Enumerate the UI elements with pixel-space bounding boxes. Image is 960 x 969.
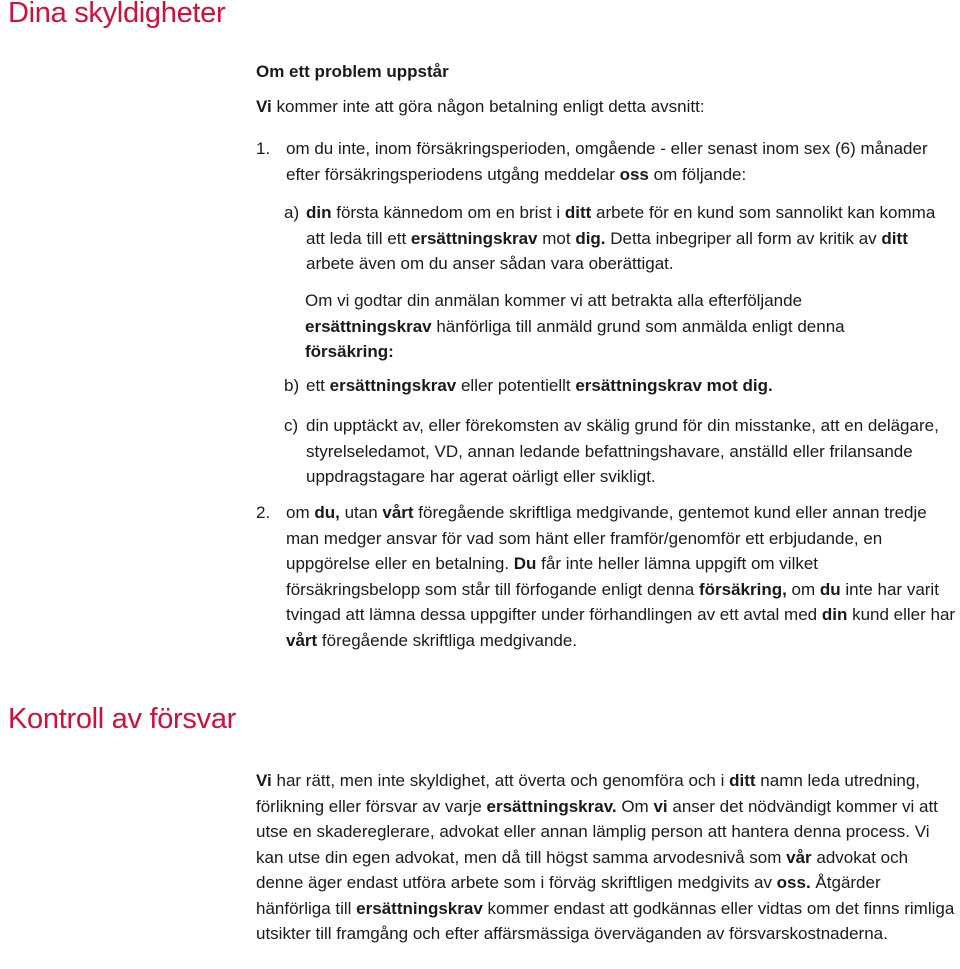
section-2-text: [256, 768, 960, 947]
bold-term: dig.: [575, 228, 606, 248]
text-run: Om vi godtar din anmälan kommer vi att betrakta alla efterföljande: [305, 291, 803, 310]
list-item-2-text: [286, 500, 956, 653]
section-2-body: [256, 768, 960, 947]
text-run: kommer inte att göra någon betalning enligt detta avsnitt:: [271, 96, 705, 116]
note-text: [305, 288, 910, 365]
sub-item-label: a): [284, 203, 300, 222]
text-run: kommer endast att godkännas eller vidtas om det finns rimliga utsikter till framgång och efter affärsmässiga överväganden av försvarskostnaderna.: [256, 898, 955, 943]
bold-term: försäkring,: [698, 579, 787, 599]
text-run: advokat och denne äger endast utföra arbete som i förväg skriftligen medgivits av: [256, 847, 909, 892]
bold-term: ditt: [729, 771, 756, 790]
list-item-2: [256, 500, 956, 653]
text-run: Om: [616, 796, 654, 816]
bold-term: ersättningskrav: [410, 228, 538, 248]
sub-item-label: b): [284, 376, 300, 395]
bold-term: försäkring:: [305, 342, 394, 361]
text-run: namn leda utredning, förlikning eller försvar av varje: [256, 771, 921, 816]
bold-term: ersättningskrav: [329, 376, 457, 395]
bold-term: oss.: [776, 873, 811, 892]
bold-term: vi: [653, 796, 668, 816]
bold-term: oss: [619, 164, 649, 184]
bold-term: vår: [786, 847, 812, 867]
text-run: arbete för en kund som sannolikt kan komma att leda till ett: [306, 203, 936, 248]
section-1-body: [256, 59, 946, 119]
subheading: Om ett problem uppstår: [256, 62, 449, 81]
section-heading-kontroll-av-forsvar: Kontroll av försvar: [8, 703, 236, 735]
bold-term: ersättningskrav: [356, 898, 483, 918]
bold-term: ersättningskrav.: [486, 796, 617, 816]
text-run: har rätt, men inte skyldighet, att överta och genomföra och i: [271, 771, 730, 790]
bold-term: du,: [314, 503, 340, 522]
bold-term: ersättningskrav mot dig.: [575, 376, 773, 395]
bold-term: du: [819, 579, 841, 599]
text-run: hänförliga till anmäld grund som anmälda enligt denna: [431, 316, 845, 336]
text-run: om: [786, 579, 820, 599]
sub-item-b: [284, 373, 954, 399]
section-heading-dina-skyldigheter: Dina skyldigheter: [8, 0, 226, 29]
text-run: om du inte, inom försäkringsperioden, omgående - eller senast inom sex (6) månader efter försäkringsperiodens utgång meddelar: [286, 139, 928, 184]
text-run: utan: [339, 503, 383, 522]
text-run: Detta inbegriper all form av kritik av: [605, 228, 882, 248]
text-run: eller potentiellt: [456, 376, 576, 395]
sub-item-a: [284, 200, 954, 277]
sub-item-b-text: [306, 373, 954, 399]
bold-term: ditt: [881, 228, 908, 248]
text-run: arbete även om du anser sådan vara oberättigat.: [306, 254, 674, 273]
text-run: inte har varit tvingad att lämna dessa uppgifter under förhandlingen av ett avtal med: [286, 579, 939, 624]
bold-term: ditt: [564, 203, 592, 222]
text-run: om: [286, 503, 315, 522]
text-run: anser det nödvändigt kommer vi att utse en skadereglerare, advokat eller annan lämplig person att hantera denna process. Vi kan utse din egen advokat, men då till högst samma arvodesnivå som: [256, 796, 938, 867]
sub-item-a-text: [306, 200, 954, 277]
sub-item-c: [284, 413, 954, 490]
list-item-1-text: [286, 136, 956, 187]
bold-term: din: [306, 203, 332, 222]
bold-term: din: [821, 605, 848, 624]
text-run: får inte heller lämna uppgift om vilket försäkringsbelopp som står till förfogande enligt denna: [286, 554, 819, 599]
text-run: Åtgärder hänförliga till: [256, 873, 881, 918]
text-run: föregående skriftliga medgivande, gentemot kund eller annan tredje man medger ansvar för vad som hänt eller framför/genomför ett erbjudande, en uppgörelse eller en betalning.: [286, 503, 927, 573]
bold-term: Vi: [256, 96, 272, 116]
note-paragraph: [305, 288, 910, 365]
bold-term: vårt: [286, 630, 318, 650]
intro-paragraph: [256, 94, 946, 120]
list-item-1: [256, 136, 956, 187]
text-run: mot: [537, 228, 576, 248]
text-run: ett: [306, 376, 330, 395]
text-run: första kännedom om en brist i: [331, 203, 565, 222]
text-run: din upptäckt av, eller förekomsten av skälig grund för din misstanke, att en delägare, styrelseledamot, VD, annan ledande befattningshavare, anställd eller frilansande uppdragstagare har agerat oärligt eller svikligt.: [306, 416, 939, 486]
text-run: kund eller har: [847, 605, 956, 624]
sub-item-label: c): [284, 416, 299, 435]
list-number: 1.: [256, 139, 271, 158]
list-number: 2.: [256, 503, 271, 522]
bold-term: Vi: [256, 771, 272, 790]
bold-term: Du: [513, 554, 537, 573]
text-run: föregående skriftliga medgivande.: [317, 630, 578, 650]
sub-item-c-text: [306, 413, 954, 490]
text-run: om följande:: [648, 164, 747, 184]
bold-term: ersättningskrav: [305, 316, 432, 336]
bold-term: vårt: [382, 503, 414, 522]
